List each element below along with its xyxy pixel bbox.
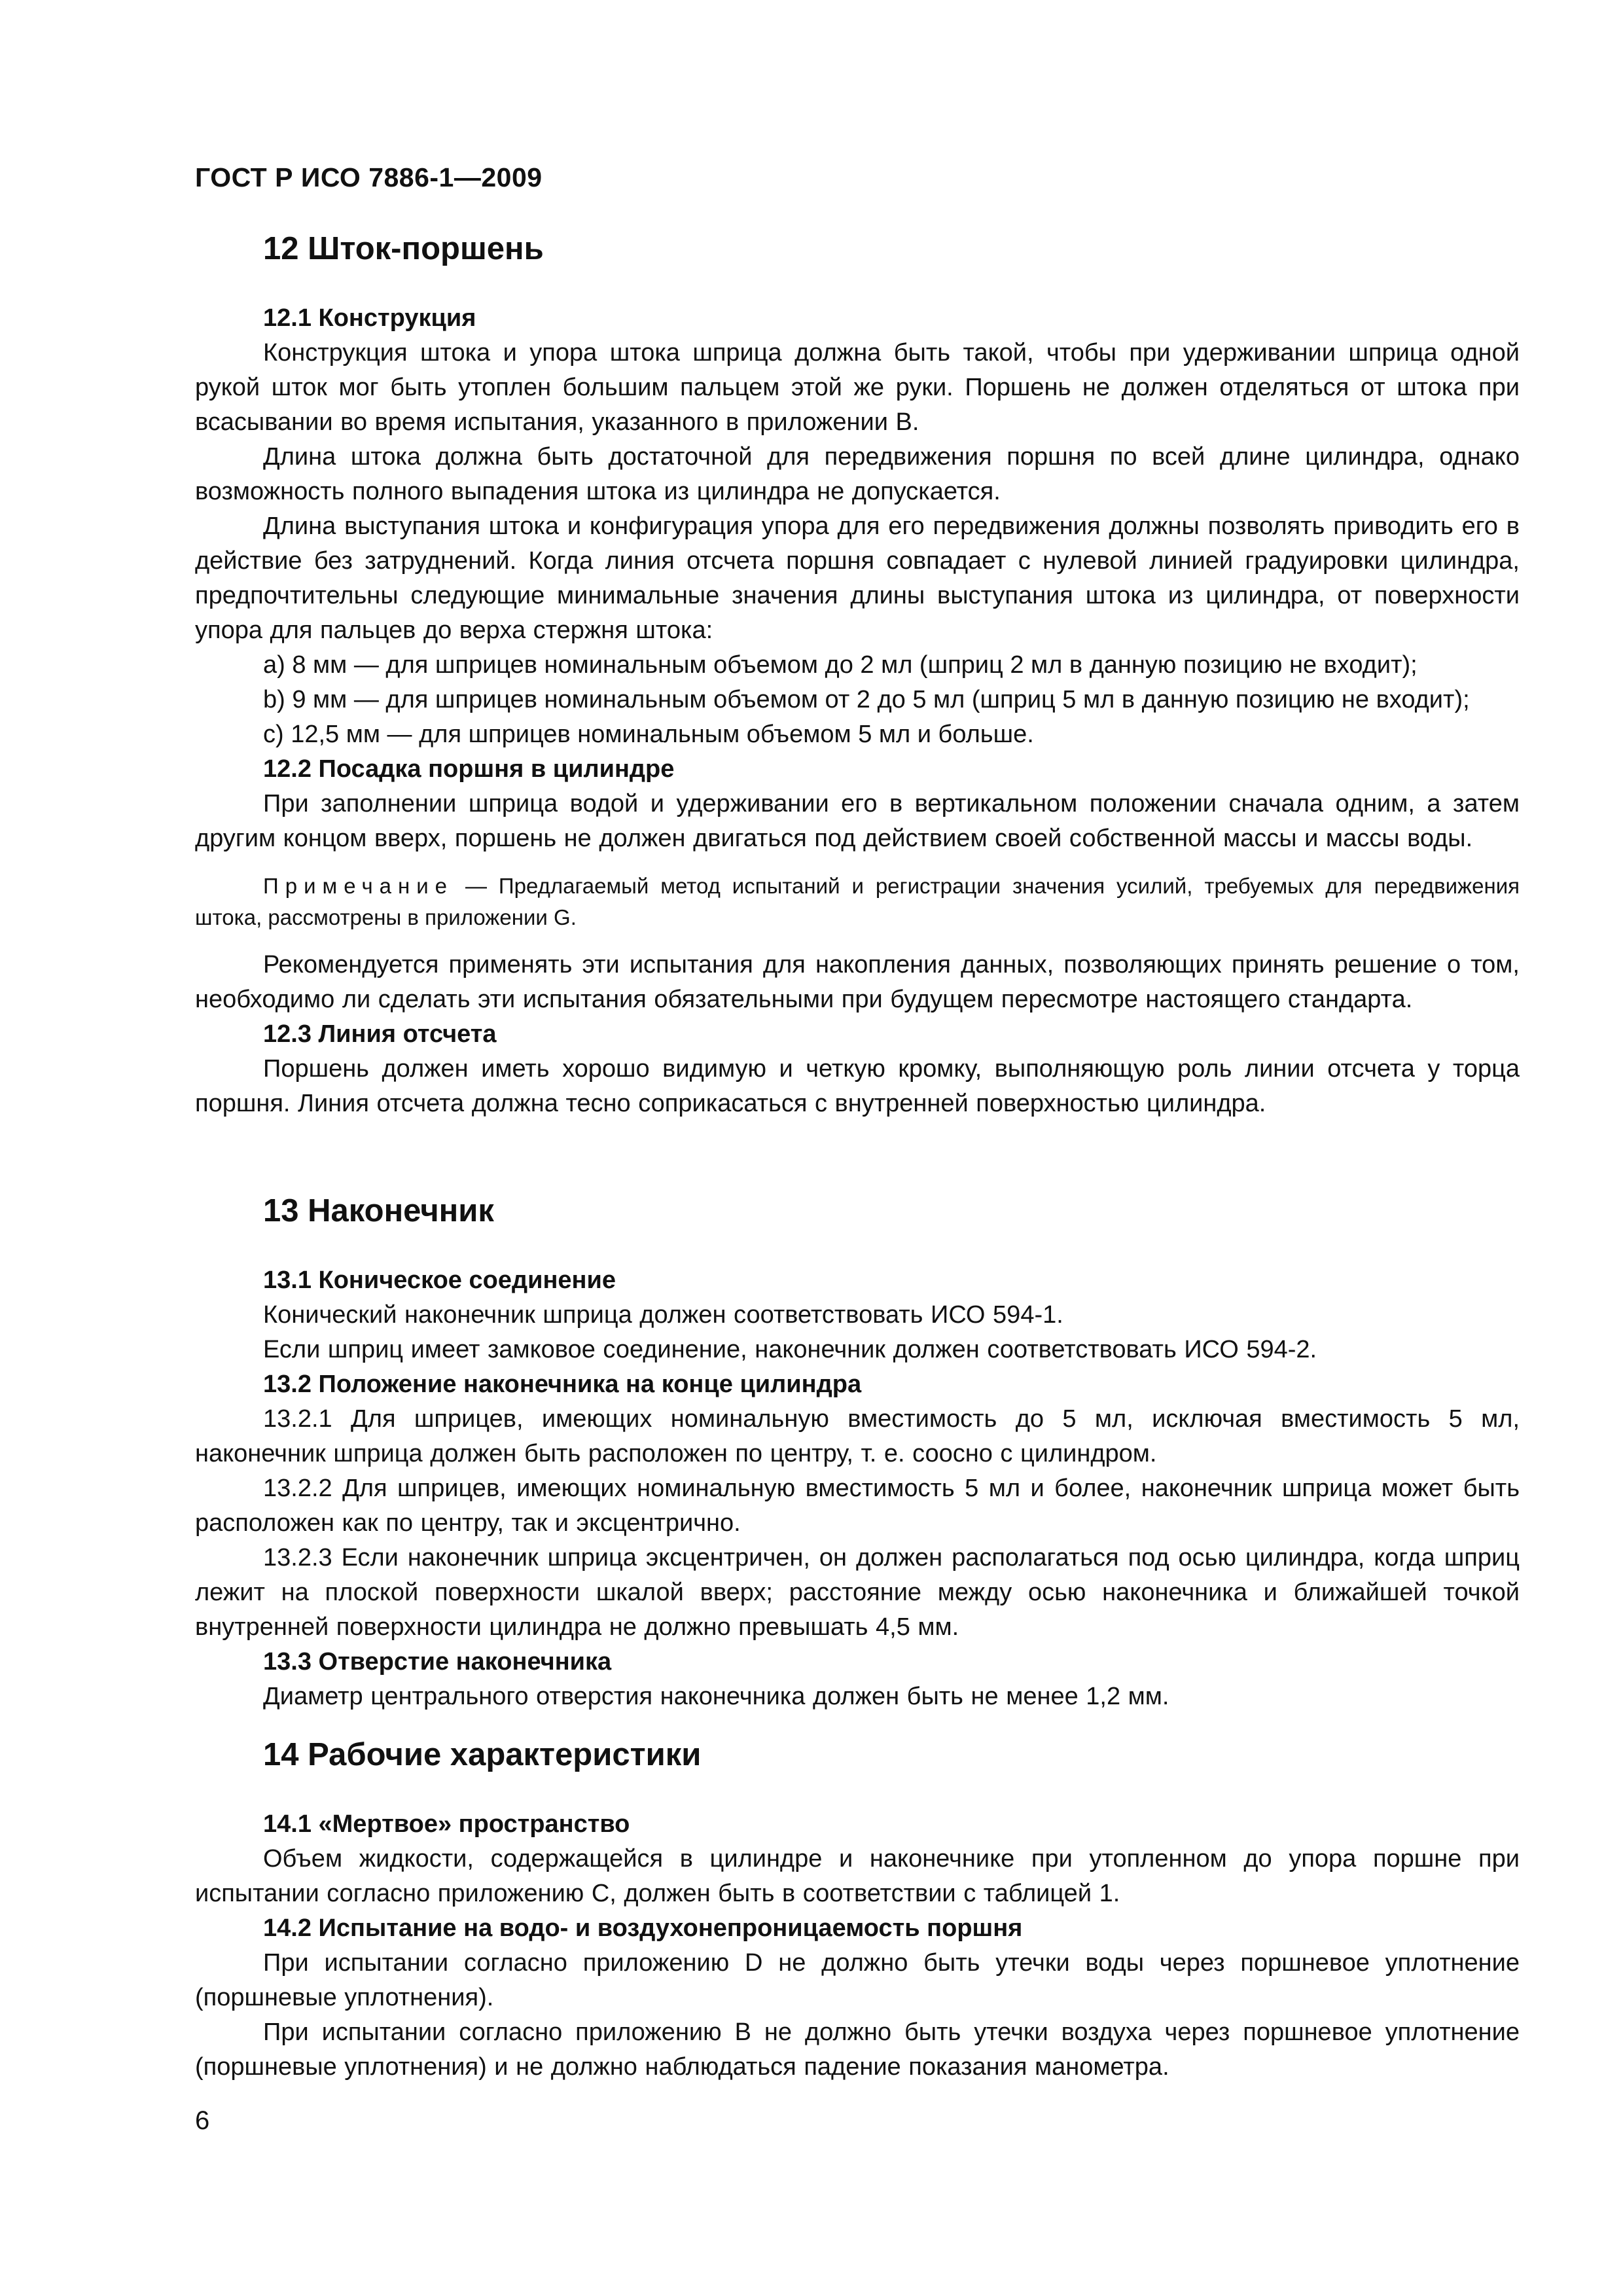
paragraph: Конический наконечник шприца должен соответствовать ИСО 594-1. — [263, 1301, 1063, 1329]
paragraph: Рекомендуется применять эти испытания для накопления данных, позволяющих принять решение о том, необходимо ли сделать эти испытания обязательными при будущем пересмотре настоящего стандарта. — [195, 951, 1520, 1013]
section-13-title: 13 Наконечник — [263, 1193, 494, 1229]
paragraph: При испытании согласно приложению В не должно быть утечки воздуха через поршневое уплотнение (поршневые уплотнения) и не должно наблюдаться падение показания манометра. — [195, 2018, 1520, 2081]
list-item: b) 9 мм — для шприцев номинальным объемом от 2 до 5 мл (шприц 5 мл в данную позицию не входит); — [263, 686, 1470, 713]
paragraph: При заполнении шприца водой и удерживании его в вертикальном положении сначала одним, а затем другим концом вверх, поршень не должен двигаться под действием своей собственной массы и массы воды. — [195, 790, 1520, 852]
paragraph: 13.2.2 Для шприцев, имеющих номинальную вместимость 5 мл и более, наконечник шприца может быть расположен как по центру, так и эксцентрично. — [195, 1475, 1520, 1537]
note — [195, 870, 1520, 933]
paragraph: Объем жидкости, содержащейся в цилиндре и наконечнике при утопленном до упора поршне при испытании согласно приложению С, должен быть в соответствии с таблицей 1. — [195, 1845, 1520, 1907]
page-number: 6 — [195, 2106, 210, 2135]
document-identifier: ГОСТ Р ИСО 7886-1—2009 — [195, 162, 543, 192]
section-12-title: 12 Шток-поршень — [263, 231, 544, 266]
list-item: c) 12,5 мм — для шприцев номинальным объемом 5 мл и больше. — [263, 721, 1034, 748]
section-14-title: 14 Рабочие характеристики — [263, 1737, 702, 1772]
paragraph: 13.2.1 Для шприцев, имеющих номинальную вместимость до 5 мл, исключая вместимость 5 мл, наконечник шприца должен быть расположен по центру, т. е. соосно с цилиндром. — [195, 1405, 1520, 1467]
paragraph: Диаметр центрального отверстия наконечника должен быть не менее 1,2 мм. — [263, 1683, 1169, 1710]
paragraph: Если шприц имеет замковое соединение, наконечник должен соответствовать ИСО 594-2. — [263, 1336, 1317, 1363]
subsection-12-1-title: 12.1 Конструкция — [263, 304, 476, 332]
subsection-12-3-title: 12.3 Линия отсчета — [263, 1020, 497, 1048]
paragraph: 13.2.3 Если наконечник шприца эксцентричен, он должен располагаться под осью цилиндра, когда шприц лежит на плоской поверхности шкалой вверх; расстояние между осью наконечника и ближайшей точкой внутренней поверхности цилиндра не должно превышать 4,5 мм. — [195, 1544, 1520, 1641]
subsection-13-1-title: 13.1 Коническое соединение — [263, 1266, 616, 1294]
note-label: Примечание — [263, 874, 454, 898]
section-14 — [195, 1736, 1520, 2085]
subsection-14-2-title: 14.2 Испытание на водо- и воздухонепроницаемость поршня — [263, 1914, 1023, 1942]
subsection-13-3-title: 13.3 Отверстие наконечника — [263, 1648, 612, 1676]
paragraph: Длина выступания штока и конфигурация упора для его передвижения должны позволять приводить его в действие без затруднений. Когда линия отсчета поршня совпадает с нулевой линией градуировки цилиндра, предпочтительны следующие минимальные значения длины выступания штока из цилиндра, от поверхности упора для пальцев до верха стержня штока: — [195, 512, 1520, 644]
paragraph: Конструкция штока и упора штока шприца должна быть такой, чтобы при удерживании шприца одной рукой шток мог быть утоплен большим пальцем этой же руки. Поршень не должен отделяться от штока при всасывании во время испытания, указанного в приложении В. — [195, 339, 1520, 436]
section-13 — [195, 1193, 1520, 1714]
subsection-14-1-title: 14.1 «Мертвое» пространство — [263, 1810, 630, 1838]
section-12 — [195, 230, 1520, 1121]
subsection-12-2-title: 12.2 Посадка поршня в цилиндре — [263, 755, 675, 783]
paragraph: Длина штока должна быть достаточной для передвижения поршня по всей длине цилиндра, однако возможность полного выпадения штока из цилиндра не допускается. — [195, 443, 1520, 505]
subsection-13-2-title: 13.2 Положение наконечника на конце цилиндра — [263, 1371, 862, 1398]
paragraph: Поршень должен иметь хорошо видимую и четкую кромку, выполняющую роль линии отсчета у торца поршня. Линия отсчета должна тесно соприкасаться с внутренней поверхностью цилиндра. — [195, 1055, 1520, 1117]
paragraph: При испытании согласно приложению D не должно быть утечки воды через поршневое уплотнение (поршневые уплотнения). — [195, 1949, 1520, 2011]
list-item: a) 8 мм — для шприцев номинальным объемом до 2 мл (шприц 2 мл в данную позицию не входит); — [263, 651, 1418, 679]
note-text: — Предлагаемый метод испытаний и регистрации значения усилий, требуемых для передвижения штока, рассмотрены в приложении G. — [195, 874, 1520, 929]
